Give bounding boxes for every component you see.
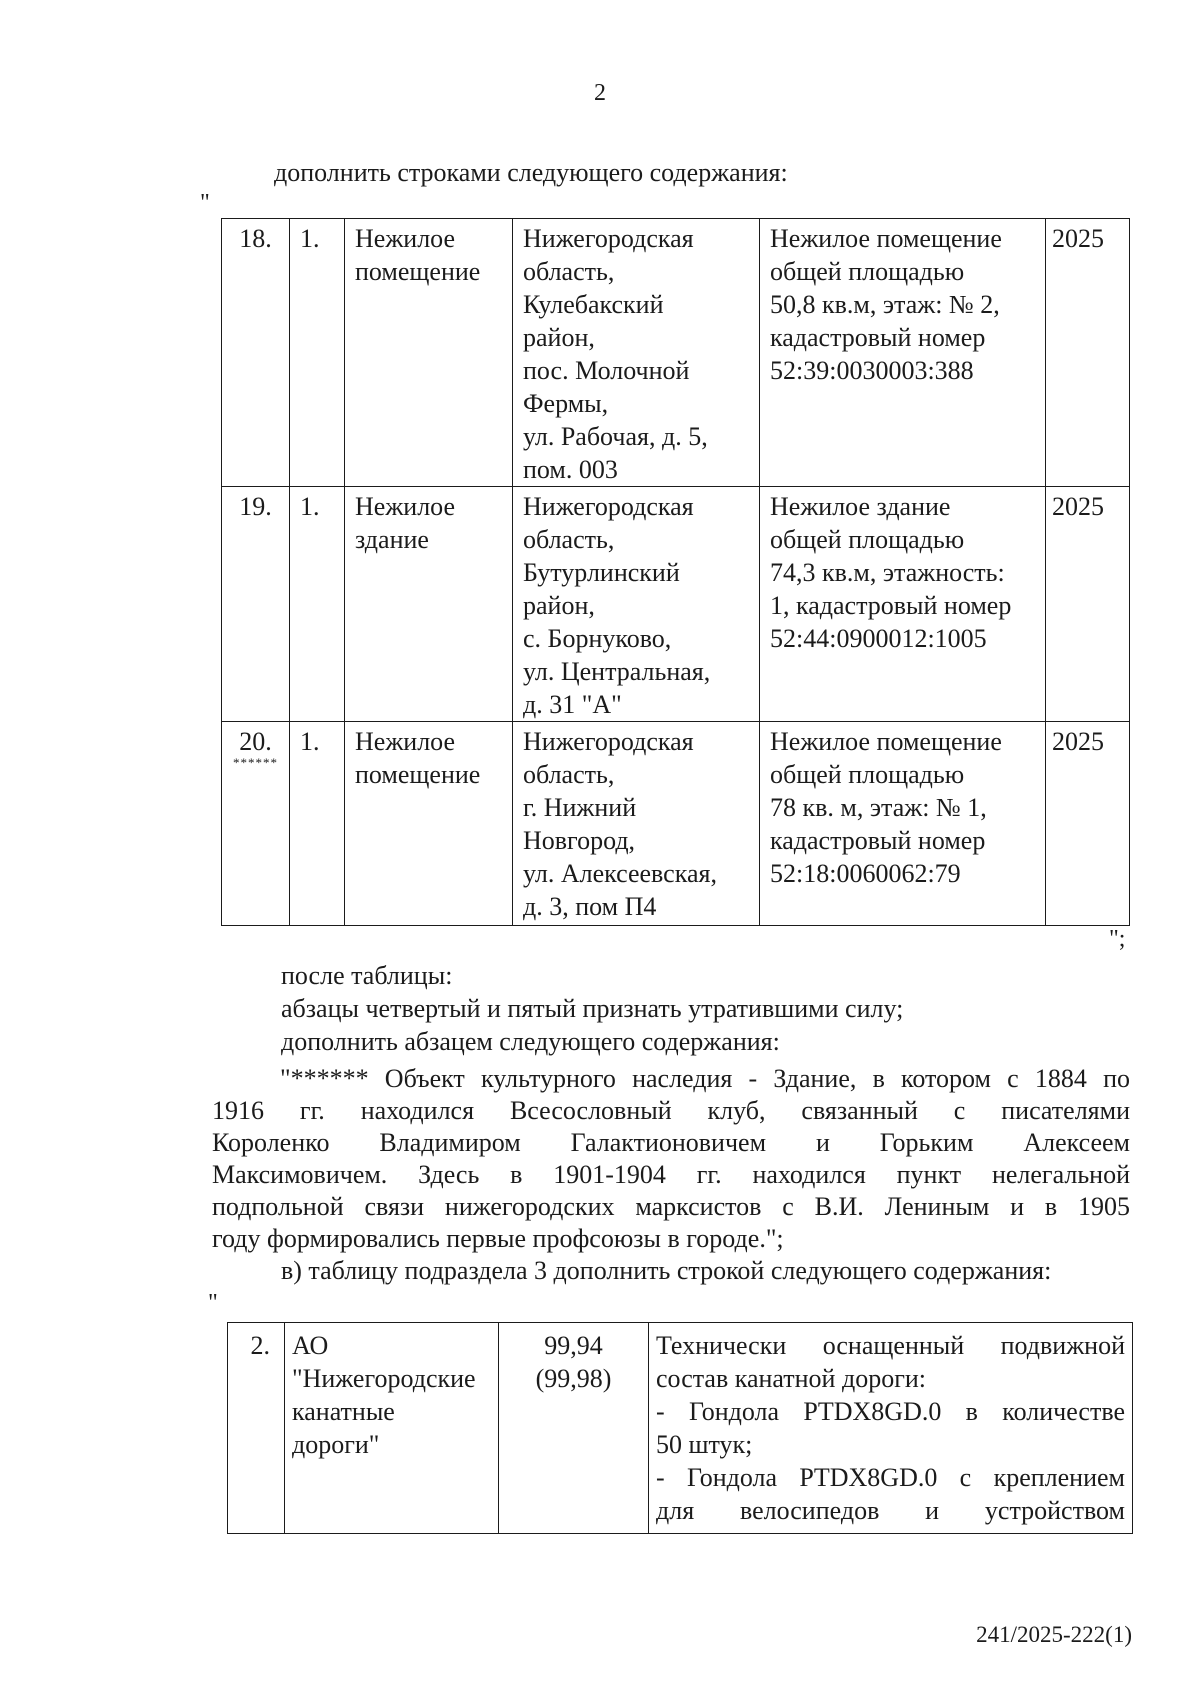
address-line: ул. Центральная, [523, 657, 711, 686]
address-line: пос. Молочной [523, 356, 690, 385]
address-line: область, [523, 760, 615, 789]
description-line: Нежилое помещение [770, 727, 1002, 756]
desc-line: - Гондола PTDX8GD.0 с креплением [656, 1463, 1125, 1492]
row-number-cell [222, 219, 290, 487]
description-line: Нежилое здание [770, 492, 951, 521]
description-cell [760, 722, 1046, 926]
year-cell: 2025 [1046, 722, 1130, 926]
address-line: Кулебакский [523, 290, 664, 319]
footnote-line: "****** Объект культурного наследия - Здание, в котором с 1884 по [280, 1064, 1130, 1093]
description-cell [760, 219, 1046, 487]
address-line: Нижегородская [523, 224, 694, 253]
description-line: 78 кв. м, этаж: № 1, [770, 793, 987, 822]
description-line: общей площадью [770, 257, 965, 286]
address-line: Нижегородская [523, 492, 694, 521]
address-cell [513, 219, 760, 487]
sub-number-cell: 1. [290, 487, 345, 722]
address-line: район, [523, 591, 595, 620]
table-row [228, 1323, 1133, 1534]
share-line: 99,94 [544, 1331, 603, 1360]
address-line: область, [523, 257, 615, 286]
objects-table [221, 218, 1130, 926]
name-line: здание [355, 525, 429, 554]
description-line: 74,3 кв.м, этажность: [770, 558, 1005, 587]
address-cell [513, 487, 760, 722]
sub-number-cell: 1. [290, 722, 345, 926]
organization-cell [285, 1323, 499, 1534]
description-line: кадастровый номер [770, 323, 986, 352]
address-line: Новгород, [523, 826, 636, 855]
address-line: с. Борнуково, [523, 624, 672, 653]
close-quote: "; [1109, 926, 1126, 952]
desc-line: состав канатной дороги: [656, 1364, 927, 1393]
org-line: АО [292, 1331, 329, 1360]
open-quote-2: " [208, 1290, 218, 1316]
description-line: Нежилое помещение [770, 224, 1002, 253]
desc-line: - Гондола PTDX8GD.0 в количестве [656, 1397, 1125, 1426]
after-table-line: после таблицы: [281, 961, 453, 990]
address-line: область, [523, 525, 615, 554]
table-row [222, 219, 1130, 487]
footnote-marker: ****** [233, 755, 278, 770]
name-line: помещение [355, 760, 481, 789]
row-number: 19. [239, 492, 272, 521]
description-line: 50,8 кв.м, этаж: № 2, [770, 290, 1000, 319]
share-cell [499, 1323, 649, 1534]
object-name-cell [345, 219, 513, 487]
address-line: Нижегородская [523, 727, 694, 756]
desc-line: для велосипедов и устройством [656, 1496, 1125, 1525]
open-quote: " [200, 190, 210, 216]
address-line: г. Нижний [523, 793, 637, 822]
org-line: канатные [292, 1397, 395, 1426]
name-line: Нежилое [355, 224, 456, 253]
footnote-line: Короленко Владимиром Галактионовичем и Горьким Алексеем [212, 1128, 1130, 1157]
desc-line: Технически оснащенный подвижной [656, 1331, 1125, 1360]
repeal-line: абзацы четвертый и пятый признать утратившими силу; [281, 994, 904, 1023]
object-name-cell [345, 722, 513, 926]
description-line: 52:39:0030003:388 [770, 356, 974, 385]
description-line: общей площадью [770, 525, 965, 554]
address-line: Бутурлинский [523, 558, 680, 587]
share-line: (99,98) [535, 1364, 612, 1393]
address-line: ул. Рабочая, д. 5, [523, 422, 708, 451]
address-cell [513, 722, 760, 926]
address-line: район, [523, 323, 595, 352]
address-line: пом. 003 [523, 455, 618, 484]
address-line: д. 3, пом П4 [523, 892, 657, 921]
row-number: 18. [239, 224, 272, 253]
company-table [227, 1322, 1133, 1534]
row-number-cell [222, 722, 290, 926]
description-cell [760, 487, 1046, 722]
org-line: "Нижегородские [292, 1364, 476, 1393]
table-row [222, 487, 1130, 722]
description-line: 1, кадастровый номер [770, 591, 1012, 620]
row-number: 2. [228, 1323, 285, 1534]
address-line: Фермы, [523, 389, 609, 418]
sub-number-cell: 1. [290, 219, 345, 487]
description-line: 52:44:0900012:1005 [770, 624, 987, 653]
row-number-cell [222, 487, 290, 722]
footnote-line: 1916 гг. находился Всесословный клуб, связанный с писателями [212, 1096, 1130, 1125]
year-cell: 2025 [1046, 219, 1130, 487]
address-line: д. 31 "А" [523, 690, 622, 719]
name-line: Нежилое [355, 492, 456, 521]
footnote-line: подпольной связи нижегородских марксистов с В.И. Лениным и в 1905 [212, 1192, 1130, 1221]
name-line: помещение [355, 257, 481, 286]
org-line: дороги" [292, 1430, 380, 1459]
item-v-line: в) таблицу подраздела 3 дополнить строкой следующего содержания: [281, 1256, 1052, 1285]
footnote-line: Максимовичем. Здесь в 1901-1904 гг. находился пункт нелегальной [212, 1160, 1130, 1189]
row-number: 20. [239, 727, 272, 756]
add-paragraph-line: дополнить абзацем следующего содержания: [281, 1027, 780, 1056]
footnote-line: году формировались первые профсоюзы в городе."; [212, 1224, 784, 1253]
intro-line: дополнить строками следующего содержания: [274, 158, 788, 187]
description-line: общей площадью [770, 760, 965, 789]
description-line: 52:18:0060062:79 [770, 859, 961, 888]
page-number: 2 [594, 80, 606, 106]
description-line: кадастровый номер [770, 826, 986, 855]
desc-line: 50 штук; [656, 1430, 753, 1459]
address-line: ул. Алексеевская, [523, 859, 717, 888]
name-line: Нежилое [355, 727, 456, 756]
year-cell: 2025 [1046, 487, 1130, 722]
table-row [222, 722, 1130, 926]
footnote-paragraph [212, 1063, 1130, 1255]
document-code: 241/2025-222(1) [976, 1622, 1132, 1647]
object-name-cell [345, 487, 513, 722]
property-description-cell [649, 1323, 1133, 1534]
